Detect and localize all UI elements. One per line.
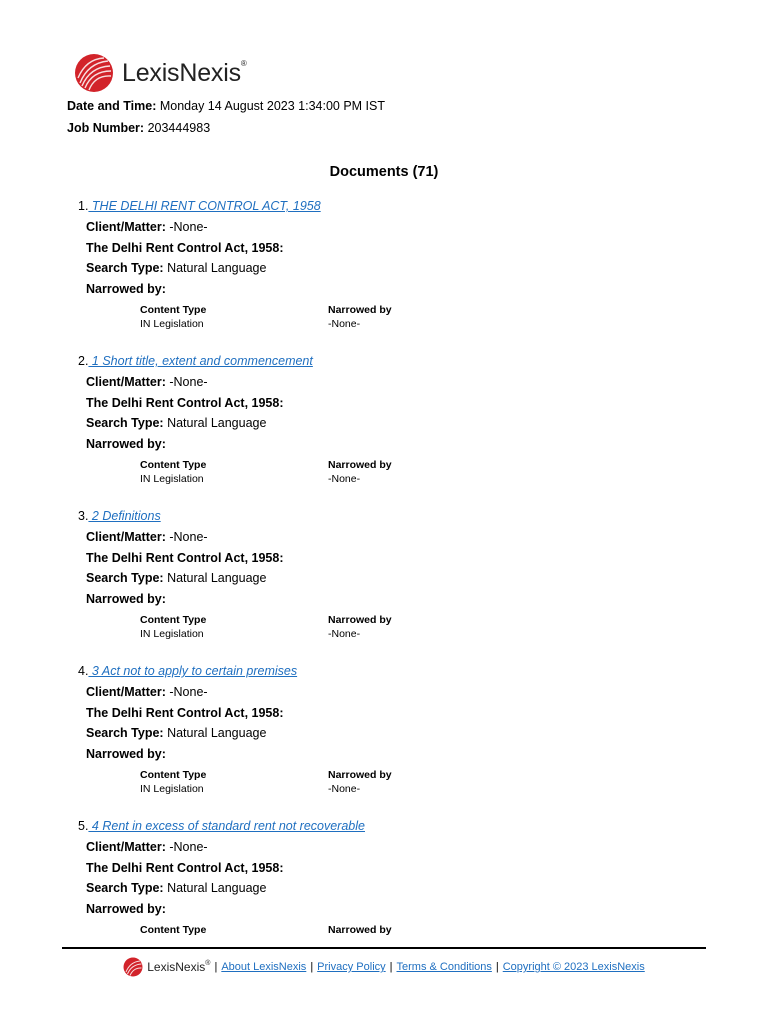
content-type-header: Content Type	[140, 614, 207, 626]
terms-conditions-link[interactable]: Terms & Conditions	[396, 961, 492, 973]
search-type-row: Search Type: Natural Language	[86, 416, 267, 430]
content-type-header: Content Type	[140, 304, 207, 316]
narrowed-by-row: Narrowed by:	[86, 282, 166, 296]
client-matter-row: Client/Matter: -None-	[86, 840, 208, 854]
entry-number: 1.	[78, 199, 89, 213]
narrowed-by-header: Narrowed by	[328, 769, 392, 781]
date-time-label: Date and Time:	[67, 99, 157, 113]
content-type-value: IN Legislation	[140, 318, 204, 330]
act-row: The Delhi Rent Control Act, 1958:	[86, 861, 284, 875]
footer-wordmark: LexisNexis®	[147, 960, 211, 974]
narrowed-by-header: Narrowed by	[328, 459, 392, 471]
narrowed-by-header: Narrowed by	[328, 924, 392, 936]
entry-title-line	[78, 664, 297, 678]
content-type-value: IN Legislation	[140, 628, 204, 640]
lexisnexis-emblem-icon	[123, 957, 143, 977]
logo-wordmark: LexisNexis®	[122, 58, 247, 87]
narrowed-by-value: -None-	[328, 783, 361, 795]
job-number-label: Job Number:	[67, 121, 145, 135]
narrowed-by-header: Narrowed by	[328, 614, 392, 626]
entry-title-link[interactable]: THE DELHI RENT CONTROL ACT, 1958	[88, 199, 321, 213]
entry-number: 4.	[78, 664, 89, 678]
narrowed-by-header: Narrowed by	[328, 304, 392, 316]
entry-title-link[interactable]: 1 Short title, extent and commencement	[88, 354, 313, 368]
footer-divider	[62, 947, 706, 949]
entry-title-link[interactable]: 4 Rent in excess of standard rent not recoverable	[88, 819, 365, 833]
act-row: The Delhi Rent Control Act, 1958:	[86, 396, 284, 410]
content-type-value: IN Legislation	[140, 473, 204, 485]
content-type-header: Content Type	[140, 769, 207, 781]
act-row: The Delhi Rent Control Act, 1958:	[86, 241, 284, 255]
lexisnexis-emblem-icon	[74, 53, 114, 93]
narrowed-by-row: Narrowed by:	[86, 592, 166, 606]
entry-title-link[interactable]: 3 Act not to apply to certain premises	[88, 664, 298, 678]
job-number-value: 203444983	[147, 121, 211, 135]
copyright-link[interactable]: Copyright © 2023 LexisNexis	[502, 961, 645, 973]
entry-title-line	[78, 509, 161, 523]
narrowed-by-value: -None-	[328, 318, 361, 330]
narrowed-by-value: -None-	[328, 628, 361, 640]
narrowed-by-row: Narrowed by:	[86, 902, 166, 916]
about-link[interactable]: About LexisNexis	[221, 961, 307, 973]
act-row: The Delhi Rent Control Act, 1958:	[86, 706, 284, 720]
client-matter-row: Client/Matter: -None-	[86, 220, 208, 234]
entry-title-line	[78, 819, 365, 833]
entry-title-link[interactable]: 2 Definitions	[88, 509, 161, 523]
documents-title: Documents (71)	[329, 164, 439, 180]
client-matter-row: Client/Matter: -None-	[86, 375, 208, 389]
search-type-row: Search Type: Natural Language	[86, 571, 267, 585]
client-matter-row: Client/Matter: -None-	[86, 530, 208, 544]
narrowed-by-row: Narrowed by:	[86, 437, 166, 451]
narrowed-by-row: Narrowed by:	[86, 747, 166, 761]
search-type-row: Search Type: Natural Language	[86, 881, 267, 895]
client-matter-row: Client/Matter: -None-	[86, 685, 208, 699]
privacy-policy-link[interactable]: Privacy Policy	[317, 961, 386, 973]
entry-title-line	[78, 354, 313, 368]
search-type-row: Search Type: Natural Language	[86, 261, 267, 275]
job-number-line	[67, 121, 210, 135]
entry-title-line	[78, 199, 321, 213]
entry-number: 2.	[78, 354, 89, 368]
entry-number: 3.	[78, 509, 89, 523]
date-time-line	[67, 99, 385, 113]
footer: LexisNexis® | About LexisNexis | Privacy Policy | Terms & Conditions | Copyright © 2023 LexisNexis	[0, 957, 768, 977]
content-type-header: Content Type	[140, 459, 207, 471]
entry-number: 5.	[78, 819, 89, 833]
narrowed-by-value: -None-	[328, 473, 361, 485]
search-type-row: Search Type: Natural Language	[86, 726, 267, 740]
content-type-value: IN Legislation	[140, 783, 204, 795]
act-row: The Delhi Rent Control Act, 1958:	[86, 551, 284, 565]
date-time-value: Monday 14 August 2023 1:34:00 PM IST	[159, 99, 386, 113]
content-type-header: Content Type	[140, 924, 207, 936]
lexisnexis-logo	[74, 53, 247, 93]
